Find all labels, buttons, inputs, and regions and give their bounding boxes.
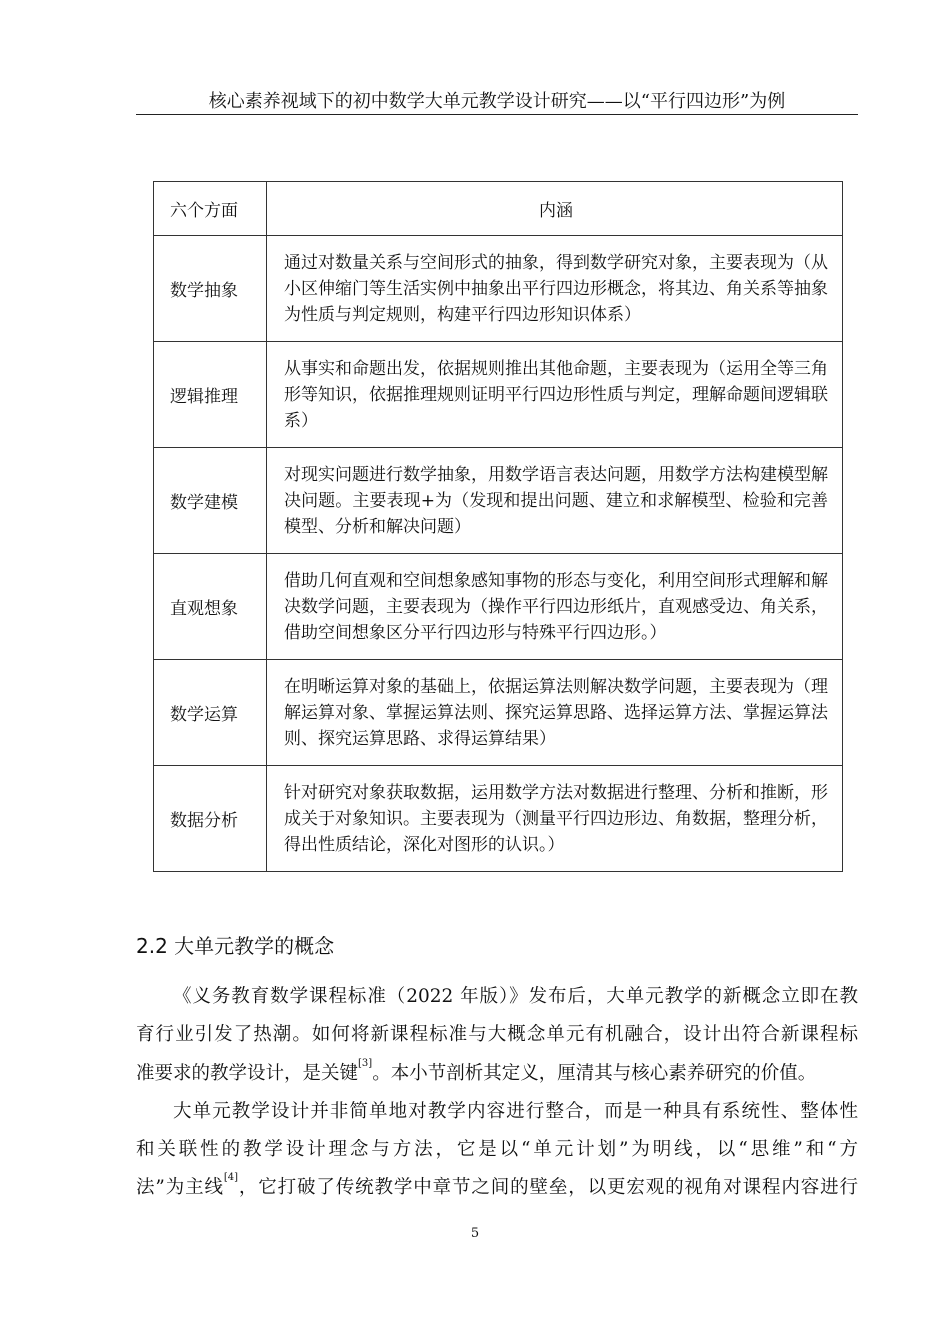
section-heading: 2.2 大单元教学的概念 bbox=[136, 934, 335, 958]
table-header-row bbox=[154, 182, 843, 236]
cell-line: 模型、分析和解决问题） bbox=[284, 516, 471, 537]
cell-line: 解运算对象、掌握运算法则、探究运算思路、选择运算方法、掌握运算法 bbox=[284, 702, 828, 723]
paragraph-line bbox=[136, 1059, 858, 1097]
table-row bbox=[154, 554, 843, 660]
page-number: 5 bbox=[470, 1226, 480, 1241]
meaning-cell bbox=[267, 660, 843, 766]
meaning-cell bbox=[267, 342, 843, 448]
running-header: 核心素养视域下的初中数学大单元教学设计研究——以“平行四边形”为例 bbox=[136, 90, 858, 115]
cell-line: 借助几何直观和空间想象感知事物的形态与变化，利用空间形式理解和解 bbox=[284, 570, 828, 591]
aspect-cell: 数学建模 bbox=[154, 448, 267, 554]
meaning-cell bbox=[267, 448, 843, 554]
table-row bbox=[154, 236, 843, 342]
paragraph-line: 大单元教学设计并非简单地对教学内容进行整合，而是一种具有系统性、整体性 bbox=[173, 1100, 858, 1122]
meaning-cell bbox=[267, 554, 843, 660]
aspect-cell: 数学运算 bbox=[154, 660, 267, 766]
paragraph-line: 《义务教育数学课程标准（2022 年版）》发布后，大单元教学的新概念立即在教 bbox=[173, 986, 858, 1007]
body-text bbox=[136, 982, 858, 1212]
paragraph-line: 育行业引发了热潮。如何将新课程标准与大概念单元有机融合，设计出符合新课程标 bbox=[136, 1024, 858, 1046]
cell-line: 成关于对象知识。主要表现为（测量平行四边形边、角数据，整理分析， bbox=[284, 808, 828, 829]
citation-ref[interactable]: [3] bbox=[358, 1057, 373, 1069]
cell-line: 通过对数量关系与空间形式的抽象，得到数学研究对象，主要表现为（从 bbox=[284, 252, 828, 273]
cell-line: 在明晰运算对象的基础上，依据运算法则解决数学问题，主要表现为（理 bbox=[284, 676, 828, 697]
cell-line: 得出性质结论，深化对图形的认识。） bbox=[284, 834, 565, 855]
text-run: 。本小节剖析其定义，厘清其与核心素养研究的价值。 bbox=[372, 1062, 817, 1084]
header-meaning: 内涵 bbox=[267, 182, 843, 236]
cell-line: 对现实问题进行数学抽象，用数学语言表达问题，用数学方法构建模型解 bbox=[284, 464, 828, 485]
text-run: ，它打破了传统教学中章节之间的壁垒，以更宏观的视角对课程内容进行 bbox=[238, 1177, 858, 1199]
cell-line: 则、探究运算思路、求得运算结果） bbox=[284, 728, 556, 749]
cell-line: 决问题。主要表现+为（发现和提出问题、建立和求解模型、检验和完善 bbox=[284, 490, 828, 511]
aspect-cell: 直观想象 bbox=[154, 554, 267, 660]
table-row bbox=[154, 448, 843, 554]
meaning-cell bbox=[267, 236, 843, 342]
cell-line: 借助空间想象区分平行四边形与特殊平行四边形。） bbox=[284, 622, 667, 643]
meaning-cell bbox=[267, 766, 843, 872]
aspect-cell: 逻辑推理 bbox=[154, 342, 267, 448]
cell-line: 为性质与判定规则，构建平行四边形知识体系） bbox=[284, 304, 641, 325]
cell-line: 针对研究对象获取数据，运用数学方法对数据进行整理、分析和推断，形 bbox=[284, 782, 828, 803]
paragraph-line: 和关联性的教学设计理念与方法，它是以“单元计划”为明线，以“思维”和“方 bbox=[136, 1139, 858, 1161]
cell-line: 系） bbox=[284, 410, 318, 431]
aspect-cell: 数学抽象 bbox=[154, 236, 267, 342]
text-run: 准要求的教学设计，是关键 bbox=[136, 1062, 359, 1084]
citation-ref[interactable]: [4] bbox=[223, 1172, 239, 1184]
text-run: 法”为主线 bbox=[136, 1177, 224, 1199]
paragraph-line bbox=[136, 1173, 858, 1211]
core-literacy-table bbox=[153, 181, 843, 872]
aspect-cell: 数据分析 bbox=[154, 766, 267, 872]
cell-line: 决数学问题，主要表现为（操作平行四边形纸片，直观感受边、角关系， bbox=[284, 596, 828, 617]
cell-line: 从事实和命题出发，依据规则推出其他命题，主要表现为（运用全等三角 bbox=[284, 358, 828, 379]
cell-line: 小区伸缩门等生活实例中抽象出平行四边形概念，将其边、角关系等抽象 bbox=[284, 278, 828, 299]
table-row bbox=[154, 766, 843, 872]
header-aspect: 六个方面 bbox=[154, 182, 267, 236]
table-row bbox=[154, 660, 843, 766]
cell-line: 形等知识，依据推理规则证明平行四边形性质与判定，理解命题间逻辑联 bbox=[284, 384, 828, 405]
table-row bbox=[154, 342, 843, 448]
